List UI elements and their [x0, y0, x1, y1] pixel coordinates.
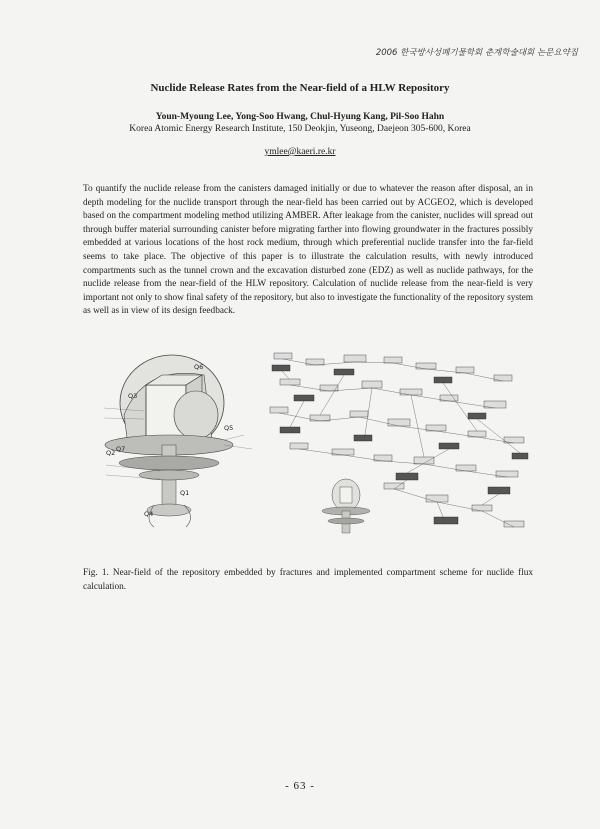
page-number: - 63 -: [285, 780, 315, 792]
label-q1: Q1: [180, 489, 190, 497]
email: [0, 147, 600, 157]
affiliation: Korea Atomic Energy Research Institute, 150 Deokjin, Yuseong, Daejeon 305-600, Korea: [129, 124, 471, 134]
label-q7: Q7: [116, 445, 126, 453]
conference-header: 2006 한국방사성폐기물학회 춘계학술대회 논문요약집: [375, 48, 578, 58]
paper-title: Nuclide Release Rates from the Near-field of a HLW Repository: [150, 82, 450, 94]
label-q3: Q3: [128, 392, 138, 400]
label-q6: Q6: [194, 363, 204, 371]
email-link[interactable]: ymlee@kaeri.re.kr: [264, 147, 336, 157]
near-field-schematic: [104, 355, 252, 527]
label-q4: Q4: [144, 510, 154, 518]
abstract-body: To quantify the nuclide release from the canisters damaged initially or due to whatever the reason after disposal, an in depth modeling for the nuclide transport through the near-field has been carried out by ACGEO2, which is developed based on the compartment modeling method utilizing AMBER. After leakage from the canister, nuclides will spread out through buffer material surrounding canister before migrating farther into flowing groundwater in the fractures possibly embedded at various locations of the host rock medium, through which preferential nuclide transfer into the far-field seems to take place. The objective of this paper is to illustrate the calculation results, with newly introduced compartments such as the tunnel crown and the excavation disturbed zone (EDZ) as well as nuclide pathways, for the nuclide release from the near-field of the HLW repository. Calculation of nuclide release from the near-field is very important not only to show final safety of the repository, but also to investigate the functionality of the repository system as well as in view of its design feedback.: [83, 184, 533, 317]
label-q5: Q5: [224, 424, 234, 432]
compartment-network-diagram: [270, 353, 528, 533]
label-q2: Q2: [106, 449, 116, 457]
figure-caption: Fig. 1. Near-field of the repository embedded by fractures and implemented compartment scheme for nuclide flux calculation.: [83, 568, 533, 592]
author-list: Youn-Myoung Lee, Yong-Soo Hwang, Chul-Hyung Kang, Pil-Soo Hahn: [155, 112, 445, 122]
figure-1: [84, 345, 536, 540]
